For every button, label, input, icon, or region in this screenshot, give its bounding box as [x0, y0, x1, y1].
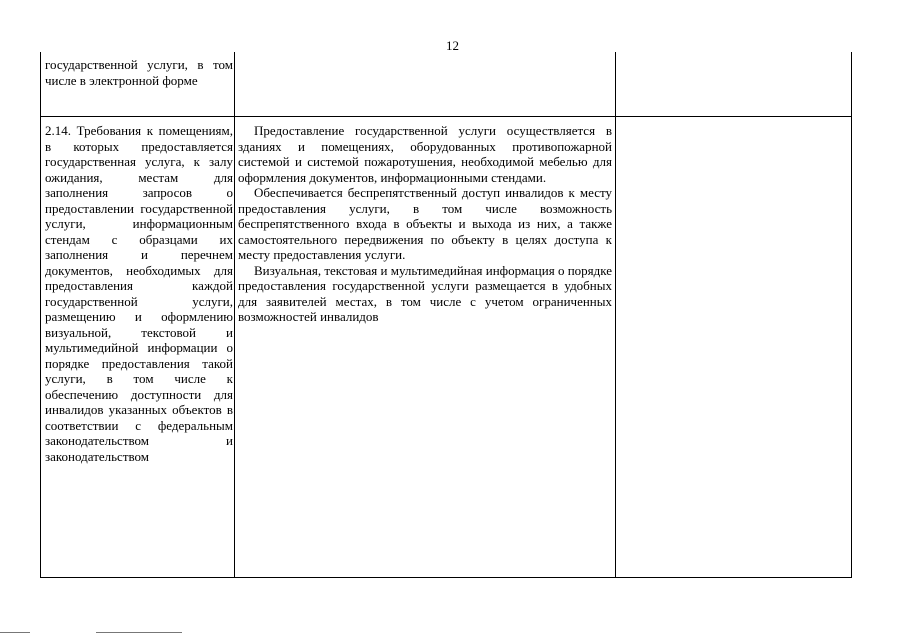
paragraph-premises: Предоставление государственной услуги осуществляется в зданиях и помещениях, оборудованных противопожарной системой и системой пожаротушения, необходимой мебелью для оформления документов, информационными стендами. — [238, 123, 612, 185]
regulation-table — [40, 52, 852, 578]
page-number: 12 — [446, 38, 459, 53]
column-divider-1 — [234, 52, 235, 578]
paragraph-accessibility: Обеспечивается беспрепятственный доступ инвалидов к месту предоставления услуги, в том числе возможность беспрепятственного входа в объекты и выхода из них, а также самостоятельного передвижения по объекту в целях доступа к месту предоставления услуги. — [238, 185, 612, 262]
table-cell-row2-col2 — [238, 123, 612, 325]
table-border-bottom — [40, 577, 852, 578]
column-divider-2 — [615, 52, 616, 578]
footer-rule-left — [0, 632, 30, 633]
row-divider — [40, 116, 852, 117]
table-cell-row1-col1: государственной услуги, в том числе в электронной форме — [45, 57, 233, 88]
paragraph-information: Визуальная, текстовая и мультимедийная информация о порядке предоставления государственной услуги размещается в удобных для заявителей местах, в том числе с учетом ограниченных возможностей инвалидов — [238, 262, 613, 324]
table-border-right — [851, 52, 852, 578]
table-border-left — [40, 52, 41, 578]
footer-rule-right — [96, 632, 182, 633]
table-cell-row2-col1: 2.14. Требования к помещениям, в которых предоставляется государственная услуга, к залу ожидания, местам для заполнения запросов о предоставлении государственной услуги, информационным стендам с образцами их заполнения и перечнем документов, необходимых для предоставления каждой государственной услуги, размещению и оформлению визуальной, текстовой и мультимедийной информации о порядке предоставления такой услуги, в том числе к обеспечению доступности для инвалидов указанных объектов в соответствии с федеральным законодательством и законодательством — [45, 123, 233, 464]
